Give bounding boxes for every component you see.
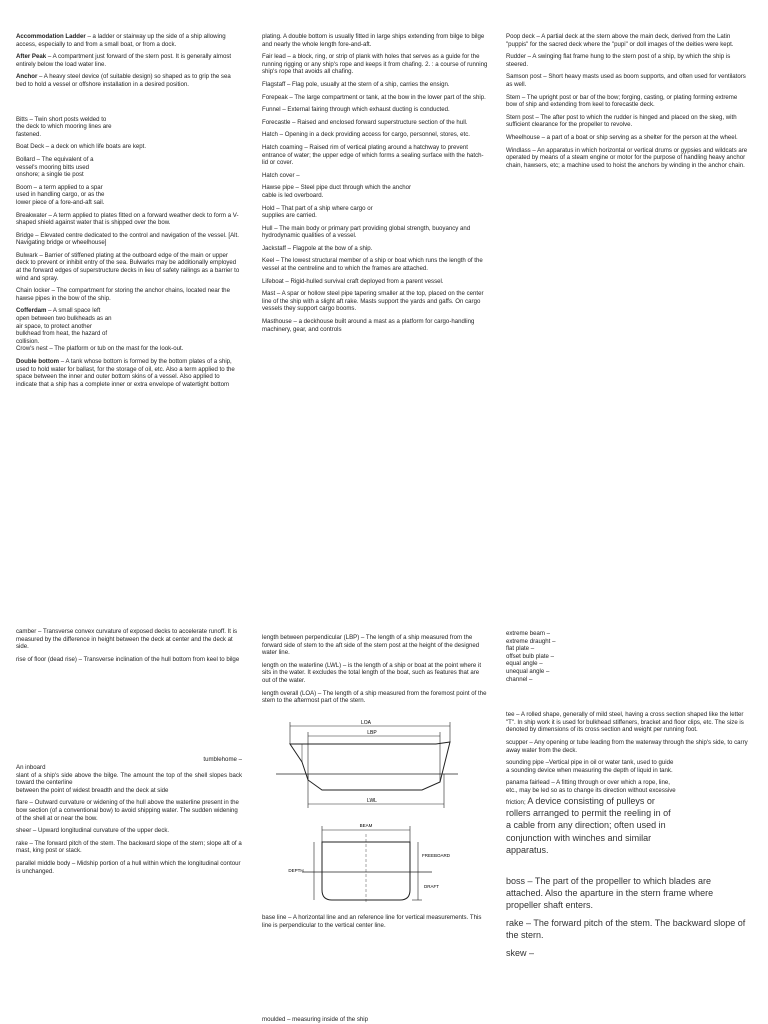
lbp-dimension bbox=[308, 729, 440, 782]
glossary-entry: tumblehome – bbox=[203, 756, 242, 764]
bottom-column-1 bbox=[16, 628, 242, 880]
ship-dimensions-diagram bbox=[262, 714, 472, 906]
glossary-entry: Hawse pipe – Steel pipe duct through which the anchor cable is led overboard. bbox=[262, 184, 412, 199]
depth-label: DEPTH bbox=[288, 867, 304, 873]
glossary-entry: rake – The forward pitch of the stem. The backward slope of the stern; slope aft of a mast, king post or stack. bbox=[16, 839, 242, 855]
glossary-entry: Breakwater – A term applied to plates fitted on a forward weather deck to form a V-shaped shield against water that is shipped over the bow. bbox=[16, 211, 239, 227]
list-item: offset bulb plate – bbox=[506, 652, 554, 660]
glossary-entry: Keel – The lowest structural member of a ship or boat which runs the length of the vessel at the centreline and to which the frames are attached. bbox=[262, 257, 483, 273]
glossary-entry: Lifeboat – Rigid-hulled survival craft deployed from a parent vessel. bbox=[262, 277, 444, 285]
glossary-entry: Poop deck – A partial deck at the stern above the main deck, derived from the Latin "puppis" for the sacred deck where the "pupi" or doll images of the deities were kept. bbox=[506, 33, 734, 48]
glossary-entry: Stem – The upright post or bar of the bow; forging, casting, or plating forming extreme bow of ship and extending from keel to forecastle deck. bbox=[506, 93, 738, 109]
list-item: flat plate – bbox=[506, 645, 535, 653]
draft-label: DRAFT bbox=[424, 883, 439, 889]
glossary-entry: Fair lead – a block, ring, or strip of plank with holes that serves as a guide for the running rigging or any ship's rope and keeps it from chafing. 2. : a course of running ship's rope that avoids all chafing. bbox=[262, 53, 488, 76]
glossary-entry: sheer – Upward longitudinal curvature of the upper deck. bbox=[16, 827, 170, 835]
glossary-entry: Bollard – The equivalent of a vessel's mooring bitts used onshore; a single tie post bbox=[16, 155, 94, 179]
loa-label: LOA bbox=[360, 719, 372, 726]
glossary-entry: Hatch – Opening in a deck providing access for cargo, personnel, stores, etc. bbox=[262, 131, 470, 139]
list-item: unequal angle – bbox=[506, 667, 550, 675]
glossary-entry: boss – The part of the propeller to which blades are attached. Also the aparture in the stern frame where propeller shaft enters. bbox=[506, 875, 714, 911]
top-column-2 bbox=[262, 33, 488, 338]
glossary-entry: scupper – Any opening or tube leading from the waterway through the ship's side, to carry away water from the deck. bbox=[506, 738, 748, 754]
glossary-entry: base line – A horizontal line and an reference line for vertical measurements. This line is perpendicular to the vertical center line. bbox=[262, 914, 482, 929]
glossary-entry: plating. A double bottom is usually fitted in large ships extending from bilge to bilge and nearly the whole length fore-and-aft. bbox=[262, 33, 485, 48]
glossary-entry: panama fairlead – A fitting through or over which a rope, line, etc., may be led so as to change its direction without excessive friction; A device consisting of pulleys or rollers arranged to permit the reeling in of a cable from any direction; often used in conjunction with winches and similar apparatus. bbox=[506, 779, 676, 856]
glossary-entry: Bulwark – Barrier of stiffened plating at the outboard edge of the main or upper deck to prevent or inhibit entry of the sea. Bulwarks may be additionally employed at the forward edges of superstructure decks in lieu of safety railings as a barrier to wind and spray. bbox=[16, 251, 240, 282]
glossary-entry: Double bottom – A tank whose bottom is formed by the bottom plates of a ship, used to hold water for ballast, for the storage of oil, etc. Also a term applied to the space between the inner and outer bottom skins of a vessel. Also applied to indicate that a ship has a complete inner or extra envelope of watertight bottom bbox=[16, 358, 235, 388]
glossary-entry: Boat Deck – a deck on which life boats are kept. bbox=[16, 143, 147, 151]
glossary-entry: Bridge – Elevated centre dedicated to the control and navigation of the vessel. [Alt. Navigating bridge or wheelhouse] bbox=[16, 231, 239, 247]
glossary-entry: Samson post – Short heavy masts used as boom supports, and often used for ventilators as well. bbox=[506, 73, 746, 88]
glossary-entry: length between perpendicular (LBP) – The length of a ship measured from the forward side of stem to the aft side of the stern post at the height of the designed water line. bbox=[262, 634, 480, 657]
lwl-label: LWL bbox=[367, 797, 377, 804]
glossary-entry: Rudder – A swinging flat frame hung to the stern post of a ship, by which the ship is steered. bbox=[506, 53, 731, 68]
glossary-entry: Forepeak – The large compartment or tank, at the bow in the lower part of the ship. bbox=[262, 93, 486, 101]
glossary-entry: Funnel – External fairing through which exhaust ducting is conducted. bbox=[262, 106, 450, 114]
glossary-entry: rise of floor (dead rise) – Transverse inclination of the hull bottom from keel to bilge bbox=[16, 655, 240, 663]
glossary-entry: Stern post – The after post to which the rudder is hinged and placed on the skeg, with sufficient clearance for the propeller to revolve. bbox=[506, 113, 737, 129]
bottom-column-2 bbox=[262, 634, 488, 1023]
glossary-entry: tee – A rolled shape, generally of mild steel, having a cross section shaped like the letter "T". In ship work it is used for bulkhead stiffeners, bracket and floor clips, etc. The size is denoted by dimensions of its cross section and weight per running foot. bbox=[506, 711, 744, 734]
glossary-entry: Hold – That part of a ship where cargo or supplies are carried. bbox=[262, 204, 373, 220]
term-list bbox=[506, 630, 750, 683]
beam-label: BEAM bbox=[359, 822, 373, 828]
glossary-entry: rake – The forward pitch of the stem. The backward slope of the stern. bbox=[506, 917, 746, 941]
glossary-entry: camber – Transverse convex curvature of exposed decks to accelerate runoff. It is measured by the difference in height between the deck at center and the deck at side. bbox=[16, 628, 238, 651]
list-item: equal angle – bbox=[506, 660, 543, 668]
glossary-entry: skew – bbox=[506, 947, 535, 958]
glossary-entry: Masthouse – a deckhouse built around a mast as a platform for cargo-handling machinery, gear, and controls bbox=[262, 318, 475, 333]
top-column-3 bbox=[506, 33, 750, 174]
bottom-column-3 bbox=[506, 630, 750, 964]
lbp-label: LBP bbox=[367, 729, 377, 736]
glossary-entry: Jackstaff – Flagpole at the bow of a ship. bbox=[262, 244, 373, 252]
list-item: extreme draught – bbox=[506, 637, 556, 645]
glossary-entry: Mast – A spar or hollow steel pipe tapering smaller at the top, placed on the center line of the ship with a slight aft rake. Masts support the yards and gaffs. On cargo vessels they support cargo booms. bbox=[262, 290, 484, 313]
midship-section bbox=[302, 834, 432, 904]
glossary-entry: between the point of widest breadth and the deck at side bbox=[16, 786, 169, 794]
glossary-entry: Crow's nest – The platform or tub on the mast for the look-out. bbox=[16, 345, 184, 353]
glossary-entry: Chain locker – The compartment for storing the anchor chains, located near the hawse pipes in the bow of the ship. bbox=[16, 287, 230, 302]
glossary-entry: An inboard bbox=[16, 763, 46, 771]
glossary-entry: Forecastle – Raised and enclosed forward superstructure section of the hull. bbox=[262, 118, 468, 126]
freeboard-draft-dimension bbox=[412, 842, 422, 900]
glossary-entry: Wheelhouse – a part of a boat or ship serving as a shelter for the person at the wheel. bbox=[506, 133, 738, 141]
glossary-entry: Anchor – A heavy steel device (of suitable design) so shaped as to grip the sea bed to hold a vessel or offshore installation in a desired position. bbox=[16, 73, 231, 88]
freeboard-label: FREEBOARD bbox=[422, 852, 451, 858]
glossary-entry: Boom – a term applied to a spar used in handling cargo, or as the lower piece of a fore-and-aft sail. bbox=[16, 183, 105, 206]
hull-profile bbox=[276, 742, 458, 790]
glossary-entry: Hull – The main body or primary part providing global strength, buoyancy and hydrodynamic qualities of a vessel. bbox=[262, 224, 471, 240]
glossary-entry: Windlass – An apparatus in which horizontal or vertical drums or gypsies and wildcats are operated by means of a steam engine or motor for the purpose of handling heavy anchor chain, hawsers, etc; a machine used to hoist the anchors by winding in the anchor chain. bbox=[506, 146, 748, 169]
glossary-entry: length on the waterline (LWL) – is the length of a ship or boat at the point where it sits in the water. It excludes the total length of the boat, such as features that are out of the water. bbox=[262, 661, 482, 684]
glossary-entry: Bitts – Twin short posts welded to the deck to which mooring lines are fastened. bbox=[16, 115, 112, 138]
glossary-entry: sounding pipe –Vertical pipe in oil or water tank, used to guide a sounding device when measuring the depth of liquid in tank. bbox=[506, 759, 674, 774]
top-column-1 bbox=[16, 33, 242, 393]
glossary-entry: After Peak – A compartment just forward of the stern post. It is generally almost entirely below the load water line. bbox=[16, 53, 232, 68]
glossary-entry: flare – Outward curvature or widening of the hull above the waterline present in the bow section (of a conventional bow) to avoid shipping water. The sudden widening of the shell at or near the bow. bbox=[16, 799, 239, 822]
glossary-entry: moulded – measuring inside of the ship bbox=[262, 1016, 369, 1023]
list-item: extreme beam – bbox=[506, 630, 551, 637]
glossary-entry: length overall (LOA) – The length of a ship measured from the foremost point of the stem to the aftermost part of the stern. bbox=[262, 689, 487, 705]
glossary-entry: Flagstaff – Flag pole, usually at the stern of a ship, carries the ensign. bbox=[262, 80, 450, 88]
glossary-entry: Cofferdam – A small space left open between two bulkheads as an air space, to protect another bulkhead from heat, the hazard of collision. bbox=[16, 307, 112, 345]
glossary-entry: slant of a ship's side above the bilge. The amount the top of the shell slopes back toward the centerline bbox=[16, 771, 242, 787]
list-item: channel – bbox=[506, 675, 533, 683]
glossary-entry: Hatch coaming – Raised rim of vertical plating around a hatchway to prevent entrance of water; the upper edge of which forms a sealing surface with the hatch-lid or cover. bbox=[262, 143, 484, 167]
glossary-entry: Hatch cover – bbox=[262, 171, 300, 179]
glossary-entry: parallel middle body – Midship portion of a hull within which the longitudinal contour is unchanged. bbox=[16, 859, 241, 875]
glossary-entry: Accommodation Ladder – a ladder or stairway up the side of a ship allowing access, especially to and from a small boat, or from a dock. bbox=[16, 33, 226, 48]
